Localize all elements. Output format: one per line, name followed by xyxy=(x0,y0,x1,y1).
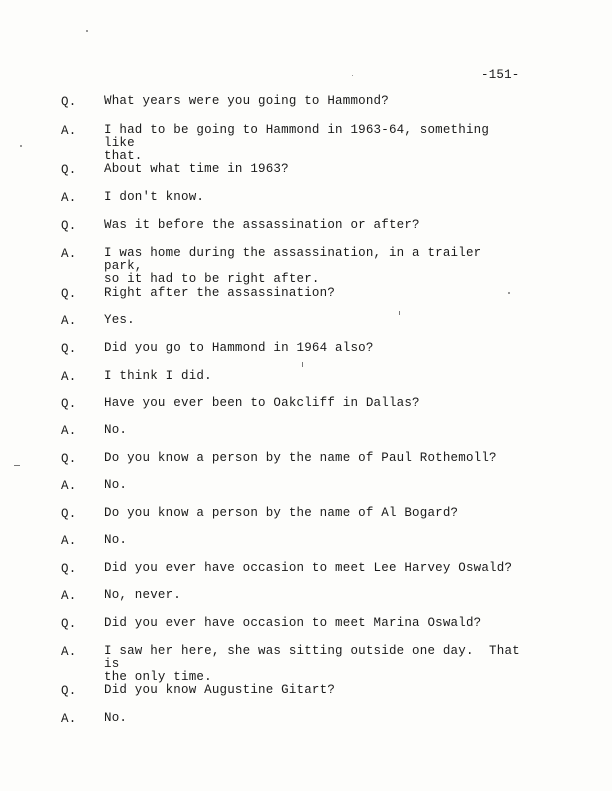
scan-speck xyxy=(20,145,22,147)
speaker-label: A. xyxy=(61,314,77,328)
exchange-text: Did you ever have occasion to meet Marina Oswald? xyxy=(104,616,482,630)
exchange-text: Right after the assassination? xyxy=(104,286,336,300)
speaker-label: Q. xyxy=(61,617,77,631)
speaker-label: A. xyxy=(61,534,77,548)
exchange-text: What years were you going to Hammond? xyxy=(104,94,389,108)
speaker-label: Q. xyxy=(61,684,77,698)
scan-speck xyxy=(508,292,510,294)
page-number: -151- xyxy=(481,68,520,82)
speaker-label: A. xyxy=(61,247,77,261)
speaker-label: Q. xyxy=(61,287,77,301)
exchange-text: Have you ever been to Oakcliff in Dallas? xyxy=(104,396,420,410)
exchange-text: Did you know Augustine Gitart? xyxy=(104,683,336,697)
exchange-text: Yes. xyxy=(104,313,135,327)
speaker-label: Q. xyxy=(61,562,77,576)
scan-speck xyxy=(302,362,303,367)
speaker-label: A. xyxy=(61,124,77,138)
exchange-text: I had to be going to Hammond in 1963-64, something like that. xyxy=(104,123,490,163)
speaker-label: A. xyxy=(61,424,77,438)
speaker-label: Q. xyxy=(61,452,77,466)
exchange-text: Did you ever have occasion to meet Lee Harvey Oswald? xyxy=(104,561,513,575)
exchange-text: I don't know. xyxy=(104,190,205,204)
speaker-label: Q. xyxy=(61,163,77,177)
exchange-text: Did you go to Hammond in 1964 also? xyxy=(104,341,374,355)
exchange-text: I was home during the assassination, in a trailer park, so it had to be right after. xyxy=(104,246,482,286)
speaker-label: A. xyxy=(61,712,77,726)
exchange-text: No. xyxy=(104,423,128,437)
speaker-label: Q. xyxy=(61,95,77,109)
scan-speck xyxy=(14,465,20,466)
scan-speck xyxy=(399,311,400,315)
speaker-label: Q. xyxy=(61,507,77,521)
exchange-text: I saw her here, she was sitting outside one day. That is the only time. xyxy=(104,644,520,684)
exchange-text: Do you know a person by the name of Paul Rothemoll? xyxy=(104,451,497,465)
speaker-label: A. xyxy=(61,370,77,384)
speaker-label: A. xyxy=(61,645,77,659)
speaker-label: Q. xyxy=(61,342,77,356)
exchange-text: About what time in 1963? xyxy=(104,162,289,176)
scan-speck xyxy=(86,30,88,32)
speaker-label: A. xyxy=(61,191,77,205)
exchange-text: Do you know a person by the name of Al Bogard? xyxy=(104,506,459,520)
speaker-label: Q. xyxy=(61,219,77,233)
speaker-label: A. xyxy=(61,479,77,493)
speaker-label: Q. xyxy=(61,397,77,411)
exchange-text: No. xyxy=(104,711,128,725)
speaker-label: A. xyxy=(61,589,77,603)
exchange-text: No. xyxy=(104,533,128,547)
exchange-text: No, never. xyxy=(104,588,182,602)
exchange-text: I think I did. xyxy=(104,369,212,383)
scan-speck xyxy=(352,75,353,76)
exchange-text: No. xyxy=(104,478,128,492)
exchange-text: Was it before the assassination or after? xyxy=(104,218,420,232)
